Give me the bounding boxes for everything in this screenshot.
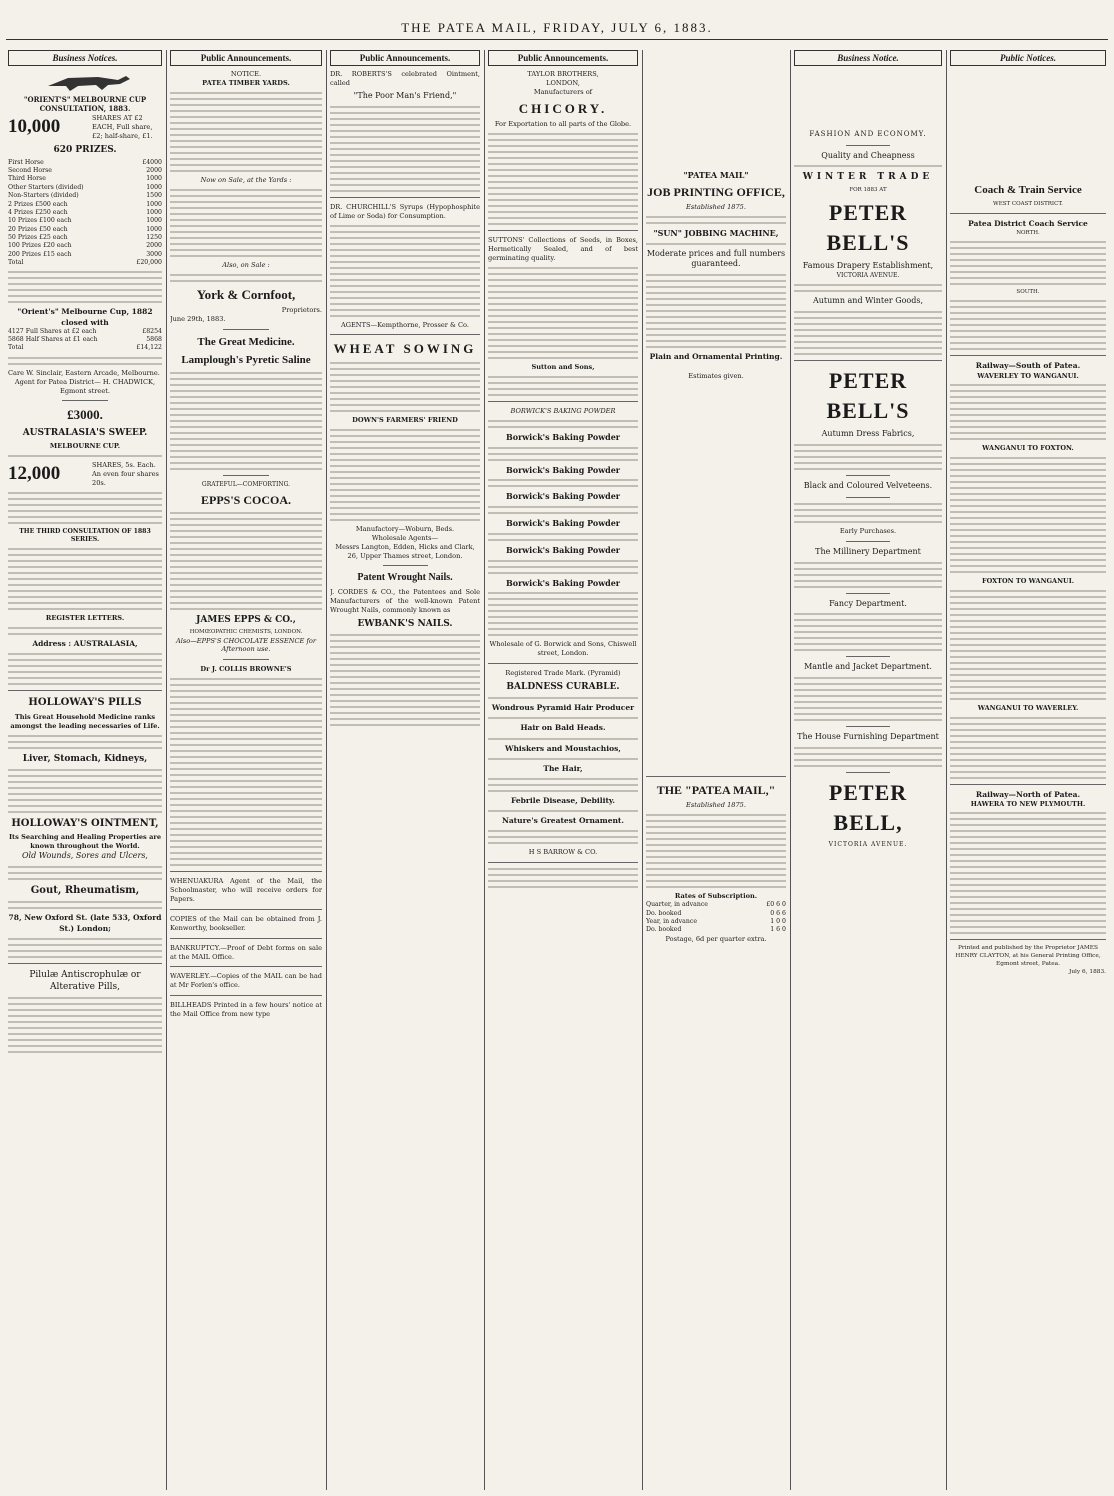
suttons-seeds: SUTTONS' Collections of Seeds, in Boxes, Hermetically Sealed, and of best germinating quality. [488, 236, 638, 263]
job-printing-office: JOB PRINTING OFFICE, [647, 184, 785, 199]
whiskers-moustachios: Whiskers and Moustachios, [505, 743, 621, 753]
mantle-jacket-department: Mantle and Jacket Department. [804, 662, 932, 672]
liver-kidneys: Liver, Stomach, Kidneys, [22, 753, 148, 764]
holloway-ointment: HOLLOWAY'S OINTMENT, [11, 817, 159, 829]
patea-coach-service: Patea District Coach Service [968, 219, 1088, 229]
foxton-to-wanganui: FOXTON TO WANGANUI. [981, 577, 1075, 586]
churchill-agents: AGENTS—Kempthorne, Prosser & Co. [340, 320, 470, 329]
pilulae: Pilulæ Antiscrophulæ or Alterative Pills, [29, 969, 141, 992]
peter-bells-2: PETER BELL'S [826, 368, 910, 423]
masthead-rule [6, 39, 1108, 40]
column-rule [642, 50, 643, 1490]
rates-title: Rates of Subscription. [674, 892, 758, 901]
register-letters: REGISTER LETTERS. [45, 614, 125, 623]
borwick-baking-powder: Borwick's Baking Powder [505, 491, 621, 502]
copies-notice: COPIES of the Mail can be obtained from J. Kenworthy, bookseller. [170, 914, 322, 932]
column-public-announcements-3 [488, 50, 638, 1490]
column-rule [484, 50, 485, 1490]
baldness-curable: BALDNESS CURABLE. [506, 682, 620, 693]
waverley-notice: WAVERLEY.—Copies of the MAIL can be had at Mr Forlen's office. [170, 972, 322, 990]
oxford-address: 78, New Oxford St. (late 533, Oxford St.) London; [8, 913, 162, 933]
postage-note: Postage, 6d per quarter extra. [665, 934, 767, 943]
wholesale-agents: Wholesale Agents— [371, 533, 439, 542]
hawera-to-new-plymouth: HAWERA TO NEW PLYMOUTH. [970, 799, 1086, 808]
bankruptcy-notice: BANKRUPTCY.—Proof of Debt forms on sale at the MAIL Office. [170, 943, 322, 961]
orient-title: "ORIENT'S" MELBOURNE CUP CONSULTATION, 1883. [23, 95, 147, 114]
quality-cheapness: Quality and Cheapness [821, 150, 915, 160]
orient-address: Care W. Sinclair, Eastern Arcade, Melbourne. [8, 368, 160, 377]
column-public-notices [950, 50, 1106, 1490]
taylor-export: For Exportation to all parts of the Globe. [494, 120, 632, 129]
winter-trade: WINTER TRADE [802, 172, 934, 183]
job-title: "PATEA MAIL" [683, 170, 749, 180]
prize-table: First Horse £4000 Second Horse 2000 Third Horse 1000 Other Starters (divided) 1000 Non-Starters (divided) 1500 2 Prizes £500 each 1000 4 Prizes £250 each 1000 10 Prizes £100 each 1000 20 Prizes £50 each 1000 50 Prizes £25 each 1250 100 Prizes £20 each 2000 200 Prizes £15 each 3000 Total £20,000 [8, 158, 162, 267]
chicory: CHICORY. [518, 100, 608, 116]
third-consultation: THE THIRD CONSULTATION OF 1883 SERIES. [19, 527, 151, 543]
orient-shares-text: SHARES AT £2 EACH, Full share, £2; half-share, £1. [92, 113, 153, 140]
wanganui-to-waverley: WANGANUI TO WAVERLEY. [977, 703, 1079, 712]
great-medicine: The Great Medicine. [197, 336, 295, 349]
borwick-baking-powder: Borwick's Baking Powder [505, 577, 621, 588]
fancy-department: Fancy Department. [829, 598, 907, 608]
taylor-brothers: TAYLOR BROTHERS, [527, 70, 599, 79]
famous-drapery: Famous Drapery Establishment, [802, 261, 934, 271]
column-header: Public Announcements. [170, 50, 322, 66]
orient-1882-table: 4127 Full Shares at £2 each £8254 5868 Half Shares at £1 each 5868 Total £14,122 [8, 327, 162, 352]
borwick-title: BORWICK'S BAKING POWDER [510, 406, 616, 415]
borwick-baking-powder: Borwick's Baking Powder [505, 544, 621, 555]
sweep-amount: £3000. [67, 407, 103, 423]
sweep-shares-text: SHARES, 5s. Each. An even four shares 20s. [92, 460, 159, 487]
on-sale: Now on Sale, at the Yards : [200, 175, 292, 184]
sweep-title: AUSTRALASIA'S SWEEP. [22, 427, 148, 438]
also-sale: Also, on Sale : [222, 260, 270, 269]
west-coast: WEST COAST DISTRICT. [993, 200, 1063, 207]
taylor-manufacturers: Manufacturers of [533, 87, 593, 96]
established: Established 1875. [686, 202, 746, 211]
ewbanks-nails: EWBANK'S NAILS. [357, 618, 453, 629]
borwick-baking-powder: Borwick's Baking Powder [505, 518, 621, 529]
column-public-announcements-1 [170, 50, 322, 1490]
peter-bells-1: PETER BELL'S [826, 199, 910, 255]
column-rule [326, 50, 327, 1490]
column-rule [946, 50, 947, 1490]
column-rule [790, 50, 791, 1490]
collis-browne: Dr J. COLLIS BROWNE'S [200, 665, 292, 674]
column-business-notice [794, 50, 942, 1490]
grateful: GRATEFUL—COMFORTING. [201, 480, 291, 488]
column-header: Business Notices. [8, 50, 162, 66]
churchill-syrups: DR. CHURCHILL'S Syrups (Hypophosphite of Lime or Soda) for Consumption. [330, 202, 480, 220]
sweep-shares: 12,000 [8, 463, 61, 485]
old-wounds: Old Wounds, Sores and Ulcers, [22, 851, 148, 861]
orient-agent: Agent for Patea District— H. CHADWICK, Egmont street. [14, 377, 156, 395]
wanganui-to-foxton: WANGANUI TO FOXTON. [982, 444, 1074, 453]
prizes-title: 620 PRIZES. [53, 144, 117, 155]
epps-chocolate: Also—EPPS'S CHOCOLATE ESSENCE for Afternoon use. [175, 636, 317, 654]
barrow-co: H S BARROW & CO. [528, 848, 598, 857]
borwick-baking-powder: Borwick's Baking Powder [505, 464, 621, 475]
column-patea-mail [646, 50, 786, 1490]
imprint-date: July 6, 1883. [1069, 968, 1106, 975]
febrile-disease: Febrile Disease, Debility. [510, 795, 616, 805]
patent-wrought-nails: Patent Wrought Nails. [357, 572, 453, 584]
pyramid-hair-producer: Wondrous Pyramid Hair Producer [491, 703, 635, 713]
roberts-ointment: DR. ROBERTS'S celebrated Ointment, called [330, 70, 480, 88]
york-cornfoot: York & Cornfoot, [196, 286, 296, 302]
moderate-prices: Moderate prices and full numbers guaranteed. [646, 248, 786, 269]
sweep-address: Address : AUSTRALASIA, [32, 639, 138, 649]
orient-1882: "Orient's" Melbourne Cup, 1882 closed with [17, 307, 153, 327]
column-public-announcements-2 [330, 50, 480, 1490]
whenuakura-notice: WHENUAKURA Agent of the Mail, the Schoolmaster, who will receive orders for Papers. [170, 877, 322, 904]
millinery-department: The Millinery Department [815, 546, 921, 556]
epps-location: HOMŒOPATHIC CHEMISTS, LONDON. [189, 629, 303, 636]
notice: NOTICE. [230, 70, 262, 79]
black-coloured-velveteens: Black and Coloured Velveteens. [803, 481, 933, 491]
north-label: NORTH. [1016, 229, 1040, 236]
trade-mark: Registered Trade Mark. (Pyramid) [505, 669, 621, 678]
victoria-avenue: VICTORIA AVENUE. [836, 272, 900, 280]
wheat-sowing: WHEAT SOWING [333, 341, 477, 357]
railway-north: Railway—North of Patea. [975, 789, 1081, 799]
imprint: Printed and published by the Proprietor JAMES HENRY CLAYTON, at his General Printing Office, Egmont street, Patea. [955, 945, 1101, 968]
lamplough: Lamplough's Pyretic Saline [181, 353, 311, 366]
column-header: Public Notices. [950, 50, 1106, 66]
column-header: Business Notice. [794, 50, 942, 66]
manufactory: Manufactory—Woburn, Beds. [355, 524, 455, 533]
waverley-to-wanganui: WAVERLEY TO WANGANUI. [977, 371, 1079, 380]
autumn-winter-goods: Autumn and Winter Goods, [812, 296, 924, 306]
gout-rheumatism: Gout, Rheumatism, [30, 884, 140, 896]
sutton-and-sons: Sutton and Sons, [531, 362, 595, 371]
victoria-avenue-2: VICTORIA AVENUE. [828, 841, 908, 849]
column-business-notices [8, 50, 162, 1490]
orient-shares: 10,000 [8, 116, 61, 138]
sun-jobbing-machine: "SUN" JOBBING MACHINE, [653, 227, 779, 238]
column-header: Public Announcements. [330, 50, 480, 66]
established-2: Established 1875. [686, 801, 746, 810]
york-proprietors: Proprietors. [281, 306, 322, 315]
estimates: Estimates given. [688, 372, 744, 381]
newspaper-page [6, 0, 1108, 1496]
epps-cocoa: EPPS'S COCOA. [200, 492, 291, 507]
column-rule [166, 50, 167, 1490]
coach-train-service: Coach & Train Service [974, 184, 1082, 197]
masthead: THE PATEA MAIL, FRIDAY, JULY 6, 1883. [401, 20, 713, 35]
column-header: Public Announcements. [488, 50, 638, 66]
holloway-pills-sub: This Great Household Medicine ranks amongst the leading necessaries of Life. [10, 712, 160, 730]
fashion-economy: FASHION AND ECONOMY. [809, 130, 927, 139]
autumn-dress-fabrics: Autumn Dress Fabrics, [821, 429, 915, 439]
rates-table: Quarter, in advance £0 6 0 Do. booked 0 6 6 Year, in advance 1 0 0 Do. booked 1 6 0 [646, 901, 786, 934]
poor-mans-friend: "The Poor Man's Friend," [353, 90, 457, 100]
peter-bell-3: PETER BELL, [828, 780, 908, 835]
natures-ornament: Nature's Greatest Ornament. [501, 815, 625, 825]
railway-south: Railway—South of Patea. [975, 361, 1081, 371]
holloway-pills: HOLLOWAY'S PILLS [28, 697, 142, 709]
house-furnishing-department: The House Furnishing Department [797, 732, 939, 742]
billheads-notice: BILLHEADS Printed in a few hours' notice at the Mail Office from new type [170, 1001, 322, 1019]
patea-mail-title: THE "PATEA MAIL," [656, 783, 776, 798]
borwick-baking-powder: Borwick's Baking Powder [505, 431, 621, 442]
york-date: June 29th, 1883. [170, 315, 226, 324]
holloway-ointment-sub: Its Searching and Healing Properties are known throughout the World. [8, 833, 162, 851]
racehorse-illustration [8, 70, 162, 92]
wholesale-agents-names: Messrs Langton, Edden, Hicks and Clark, 26, Upper Thames street, London. [335, 542, 475, 560]
hair-on-bald-heads: Hair on Bald Heads. [520, 723, 606, 733]
epps-makers: JAMES EPPS & CO., [196, 615, 296, 625]
for-1883: FOR 1883 AT [849, 186, 887, 193]
timber-yards: PATEA TIMBER YARDS. [202, 79, 290, 88]
cordes-notice: J. CORDES & CO., the Patentees and Sole Manufacturers of the well-known Patent Wrought Nails, commonly known as [330, 587, 480, 614]
borwick-wholesale: Wholesale of G. Borwick and Sons, Chiswell street, London. [489, 640, 637, 658]
taylor-location: LONDON, [546, 79, 580, 88]
plain-ornamental: Plain and Ornamental Printing. [649, 352, 783, 362]
early-purchases: Early Purchases. [839, 526, 897, 535]
sweep-sub: MELBOURNE CUP. [49, 442, 121, 451]
downs-farmers-friend: DOWN'S FARMERS' FRIEND [352, 415, 458, 424]
the-hair: The Hair, [543, 763, 583, 773]
south-label: SOUTH. [1016, 288, 1040, 295]
